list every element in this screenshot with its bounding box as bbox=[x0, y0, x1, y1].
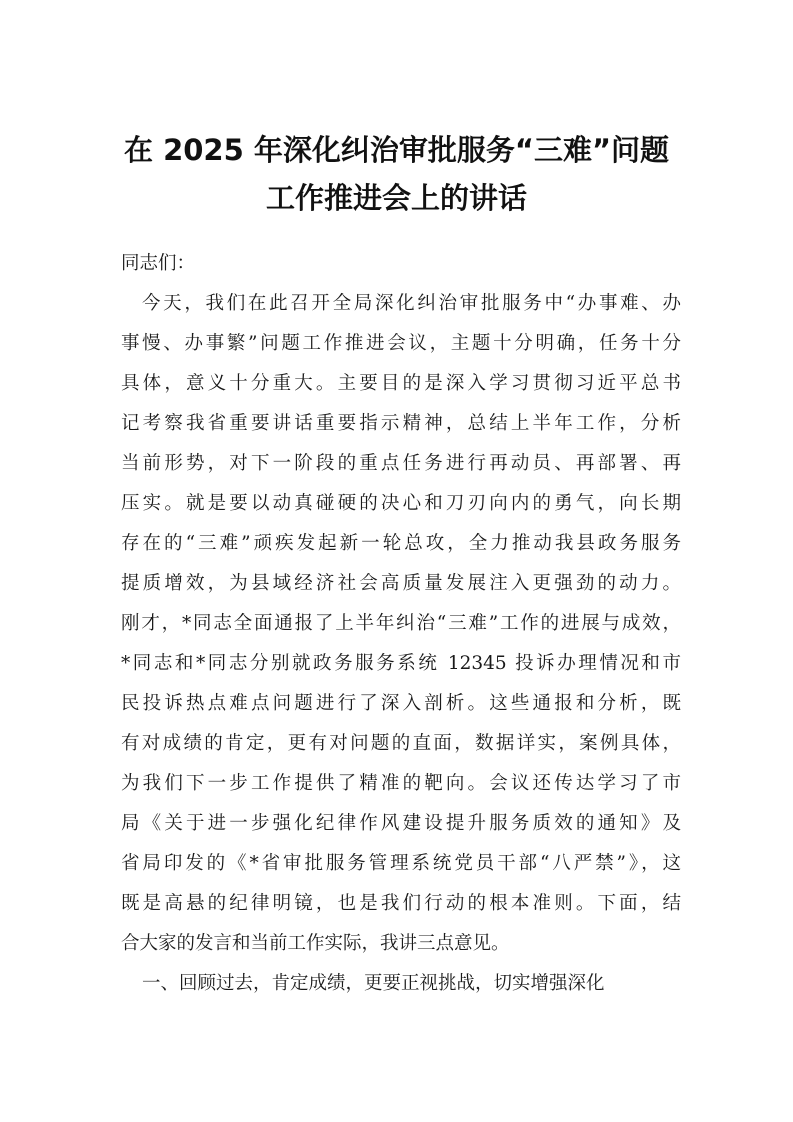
body-paragraphs bbox=[121, 284, 681, 1004]
body-line: 当前形势，对下一阶段的重点任务进行再动员、再部署、再 bbox=[121, 453, 681, 474]
body-line: 刚才，*同志全面通报了上半年纠治“三难”工作的进展与成效， bbox=[121, 613, 681, 634]
body-line: 合大家的发言和当前工作实际，我讲三点意见。 bbox=[121, 933, 510, 954]
body-line: 民投诉热点难点问题进行了深入剖析。这些通报和分析，既 bbox=[121, 693, 681, 714]
body-line: 压实。就是要以动真碰硬的决心和刀刃向内的勇气，向长期 bbox=[121, 493, 681, 514]
document-title-line-2: 工作推进会上的讲话 bbox=[265, 181, 527, 215]
body-line: 提质增效，为县域经济社会高质量发展注入更强劲的动力。 bbox=[121, 573, 681, 594]
body-line: 一、回顾过去，肯定成绩，更要正视挑战，切实增强深化 bbox=[142, 973, 605, 994]
body-line: 具体，意义十分重大。主要目的是深入学习贯彻习近平总书 bbox=[121, 373, 681, 394]
body-line: 为我们下一步工作提供了精准的靶向。会议还传达学习了市 bbox=[121, 773, 681, 794]
body-line: 存在的“三难”顽疾发起新一轮总攻，全力推动我县政务服务 bbox=[121, 533, 681, 554]
body-line: 事慢、办事繁”问题工作推进会议，主题十分明确，任务十分 bbox=[121, 333, 681, 354]
body-line: *同志和*同志分别就政务服务系统 12345 投诉办理情况和市 bbox=[121, 653, 681, 674]
body-line: 局《关于进一步强化纪律作风建设提升服务质效的通知》及 bbox=[121, 813, 681, 834]
body-line: 省局印发的《*省审批服务管理系统党员干部“八严禁”》，这 bbox=[121, 853, 681, 874]
body-line: 今天，我们在此召开全局深化纠治审批服务中“办事难、办 bbox=[142, 293, 681, 314]
body-line: 既是高悬的纪律明镜，也是我们行动的根本准则。下面，结 bbox=[121, 893, 681, 914]
body-line: 记考察我省重要讲话重要指示精神，总结上半年工作，分析 bbox=[121, 413, 681, 434]
document-title-line-1: 在 2025 年深化纠治审批服务“三难”问题 bbox=[123, 133, 670, 167]
body-line: 有对成绩的肯定，更有对问题的直面，数据详实，案例具体， bbox=[121, 733, 681, 754]
salutation: 同志们： bbox=[121, 253, 196, 274]
